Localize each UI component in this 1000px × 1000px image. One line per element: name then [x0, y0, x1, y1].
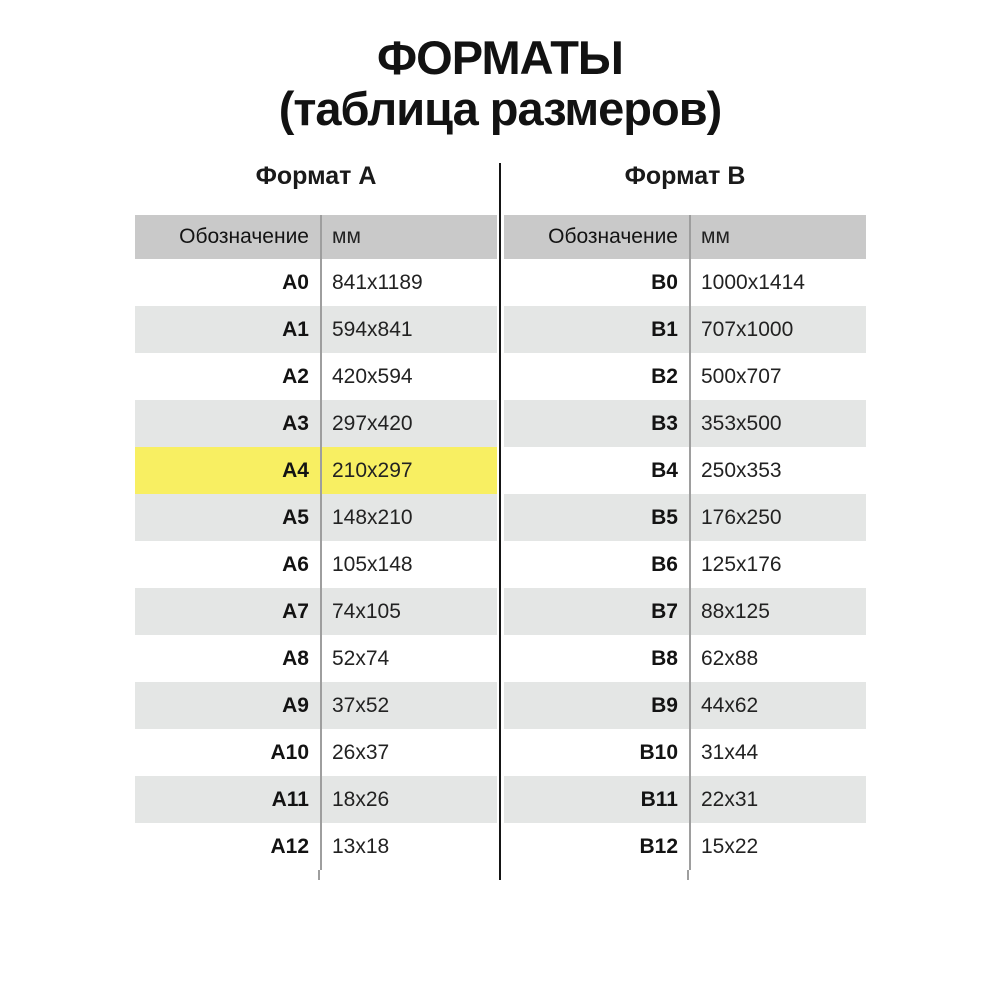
format-code-cell: A0 [282, 270, 309, 294]
format-code-cell: A6 [282, 552, 309, 576]
format-code-cell: B6 [651, 552, 678, 576]
format-size-cell: 88x125 [689, 588, 866, 635]
format-code-cell: B11 [640, 787, 678, 811]
format-size-cell: 74x105 [320, 588, 497, 635]
table-row-b2 [504, 353, 866, 400]
table-row-b6 [504, 541, 866, 588]
format-code-cell: A12 [270, 834, 309, 858]
format-size-cell: 105x148 [320, 541, 497, 588]
format-code-cell: A10 [270, 740, 309, 764]
table-row-b12 [504, 823, 866, 870]
format-size-cell: 353x500 [689, 400, 866, 447]
format-code-cell: B3 [651, 411, 678, 435]
table-row-b0 [504, 259, 866, 306]
format-a-table [135, 215, 497, 870]
table-row-a9 [135, 682, 497, 729]
format-code-cell: A9 [282, 693, 309, 717]
format-size-cell: 13x18 [320, 823, 497, 870]
format-code-cell: B8 [651, 646, 678, 670]
format-code-cell: B1 [651, 317, 678, 341]
format-code-cell: B4 [651, 458, 678, 482]
format-size-cell: 15x22 [689, 823, 866, 870]
format-size-cell: 250x353 [689, 447, 866, 494]
table-row-a2 [135, 353, 497, 400]
format-size-cell: 148x210 [320, 494, 497, 541]
format-code-cell: A8 [282, 646, 309, 670]
table-row-b1 [504, 306, 866, 353]
designation-column-header: Обозначение [548, 225, 678, 248]
format-size-cell: 31x44 [689, 729, 866, 776]
table-b-title: Формат В [624, 162, 746, 190]
page-title-line2: (таблица размеров) [278, 82, 722, 135]
format-code-cell: B5 [651, 505, 678, 529]
designation-column-header: Обозначение [179, 225, 309, 248]
format-size-cell: 18x26 [320, 776, 497, 823]
format-code-cell: B2 [651, 364, 678, 388]
format-size-cell: 26x37 [320, 729, 497, 776]
format-size-cell: 125x176 [689, 541, 866, 588]
format-code-cell: A2 [282, 364, 309, 388]
format-code-cell: B10 [639, 740, 678, 764]
table-row-a8 [135, 635, 497, 682]
format-code-cell: A11 [271, 787, 309, 811]
column-separator-tail-a [318, 870, 320, 880]
table-row-b9 [504, 682, 866, 729]
format-size-cell: 841x1189 [320, 259, 497, 306]
table-row-a4 [135, 447, 497, 494]
table-row-b11 [504, 776, 866, 823]
format-size-cell: 594x841 [320, 306, 497, 353]
format-code-cell: A1 [282, 317, 309, 341]
format-size-cell: 420x594 [320, 353, 497, 400]
format-size-cell: 707x1000 [689, 306, 866, 353]
format-code-cell: A4 [282, 458, 309, 482]
unit-column-header: мм [689, 215, 866, 259]
format-size-cell: 500x707 [689, 353, 866, 400]
format-size-cell: 176x250 [689, 494, 866, 541]
table-row-b4 [504, 447, 866, 494]
table-row-b3 [504, 400, 866, 447]
table-row-a11 [135, 776, 497, 823]
table-row-b5 [504, 494, 866, 541]
format-code-cell: B12 [639, 834, 678, 858]
format-size-cell: 62x88 [689, 635, 866, 682]
table-row-a10 [135, 729, 497, 776]
table-row-a5 [135, 494, 497, 541]
format-size-cell: 297x420 [320, 400, 497, 447]
column-separator-tail-b [687, 870, 689, 880]
column-header-row [135, 215, 497, 259]
format-size-cell: 22x31 [689, 776, 866, 823]
format-code-cell: A5 [282, 505, 309, 529]
format-size-cell: 37x52 [320, 682, 497, 729]
format-code-cell: A3 [282, 411, 309, 435]
center-divider-line [499, 163, 501, 880]
table-row-a7 [135, 588, 497, 635]
format-size-cell: 1000x1414 [689, 259, 866, 306]
format-size-cell: 52x74 [320, 635, 497, 682]
format-code-cell: A7 [282, 599, 309, 623]
format-b-table [504, 215, 866, 870]
table-row-a0 [135, 259, 497, 306]
format-size-cell: 44x62 [689, 682, 866, 729]
table-row-a3 [135, 400, 497, 447]
table-row-b10 [504, 729, 866, 776]
page-title-line1: ФОРМАТЫ [377, 31, 623, 84]
format-code-cell: B9 [651, 693, 678, 717]
format-code-cell: B7 [651, 599, 678, 623]
table-row-a1 [135, 306, 497, 353]
page-title [0, 32, 1000, 134]
table-row-a12 [135, 823, 497, 870]
unit-column-header: мм [320, 215, 497, 259]
format-size-cell: 210x297 [320, 447, 497, 494]
table-row-b7 [504, 588, 866, 635]
table-row-a6 [135, 541, 497, 588]
column-header-row [504, 215, 866, 259]
format-code-cell: B0 [651, 270, 678, 294]
table-a-title: Формат А [255, 162, 377, 190]
table-row-b8 [504, 635, 866, 682]
